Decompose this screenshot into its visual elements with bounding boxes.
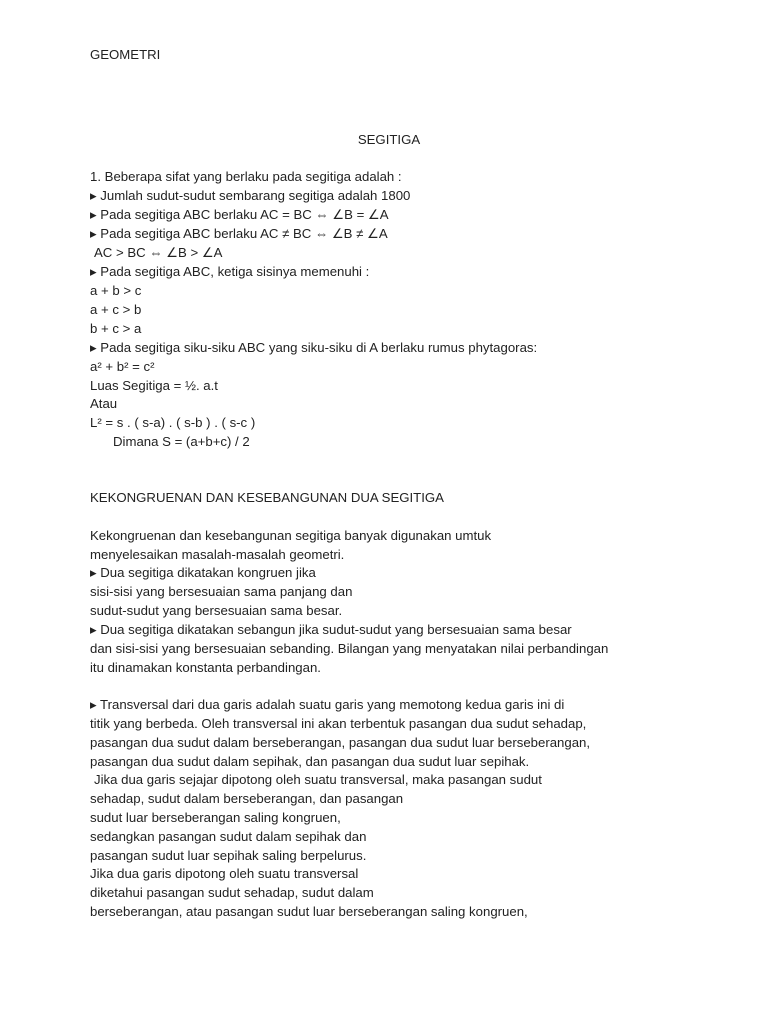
section-heading: KEKONGRUENAN DAN KESEBANGUNAN DUA SEGITIGA (90, 490, 444, 505)
bullet-line: ▸ Dua segitiga dikatakan sebangun jika sudut-sudut yang bersesuaian sama besar (90, 622, 572, 637)
paragraph-line: Jika dua garis dipotong oleh suatu transversal (90, 866, 359, 881)
paragraph-line: AC > BC ⇔ ∠B > ∠A (94, 245, 223, 260)
paragraph-line: Jika dua garis sejajar dipotong oleh suatu transversal, maka pasangan sudut (94, 772, 542, 787)
bullet-line: ▸ Dua segitiga dikatakan kongruen jika (90, 565, 316, 580)
bullet-line: ▸ Jumlah sudut-sudut sembarang segitiga adalah 1800 (90, 188, 411, 203)
paragraph-line: sudut-sudut yang bersesuaian sama besar. (90, 603, 343, 618)
bullet-line: ▸ Pada segitiga ABC berlaku AC ≠ BC ⇔ ∠B ≠ ∠A (90, 226, 388, 241)
paragraph-line: pasangan sudut luar sepihak saling berpelurus. (90, 848, 367, 863)
paragraph-line: 1. Beberapa sifat yang berlaku pada segitiga adalah : (90, 169, 402, 184)
bullet-line: ▸ Pada segitiga siku-siku ABC yang siku-siku di A berlaku rumus phytagoras: (90, 340, 538, 355)
paragraph-line: sedangkan pasangan sudut dalam sepihak dan (90, 829, 367, 844)
formula-line: L² = s . ( s-a) . ( s-b ) . ( s-c ) (90, 415, 256, 430)
formula-line: a + b > c (90, 283, 142, 298)
formula-line: a² + b² = c² (90, 359, 155, 374)
paragraph-line: berseberangan, atau pasangan sudut luar berseberangan saling kongruen, (90, 904, 528, 919)
paragraph-line: sisi-sisi yang bersesuaian sama panjang dan (90, 584, 353, 599)
paragraph-line: pasangan dua sudut dalam sepihak, dan pasangan dua sudut luar sepihak. (90, 754, 530, 769)
paragraph-line: dan sisi-sisi yang bersesuaian sebanding. Bilangan yang menyatakan nilai perbandingan (90, 641, 609, 656)
paragraph-line: pasangan dua sudut dalam berseberangan, pasangan dua sudut luar berseberangan, (90, 735, 591, 750)
formula-line: b + c > a (90, 321, 142, 336)
paragraph-line: sudut luar berseberangan saling kongruen, (90, 810, 341, 825)
paragraph-line: diketahui pasangan sudut sehadap, sudut dalam (90, 885, 374, 900)
bullet-line: ▸ Pada segitiga ABC berlaku AC = BC ⇔ ∠B = ∠A (90, 207, 389, 222)
paragraph-line: menyelesaikan masalah-masalah geometri. (90, 547, 345, 562)
paragraph-line: sehadap, sudut dalam berseberangan, dan pasangan (90, 791, 404, 806)
formula-line: a + c > b (90, 302, 142, 317)
document-title: SEGITIGA (357, 132, 421, 147)
formula-line: Dimana S = (a+b+c) / 2 (113, 434, 250, 449)
paragraph-line: Kekongruenan dan kesebangunan segitiga banyak digunakan umtuk (90, 528, 492, 543)
document-header: GEOMETRI (90, 47, 161, 62)
paragraph-line: itu dinamakan konstanta perbandingan. (90, 660, 321, 675)
bullet-line: ▸ Transversal dari dua garis adalah suatu garis yang memotong kedua garis ini di (90, 697, 565, 712)
formula-line: Luas Segitiga = ½. a.t (90, 378, 218, 393)
paragraph-line: Atau (90, 396, 118, 411)
bullet-line: ▸ Pada segitiga ABC, ketiga sisinya memenuhi : (90, 264, 370, 279)
paragraph-line: titik yang berbeda. Oleh transversal ini akan terbentuk pasangan dua sudut sehadap, (90, 716, 587, 731)
